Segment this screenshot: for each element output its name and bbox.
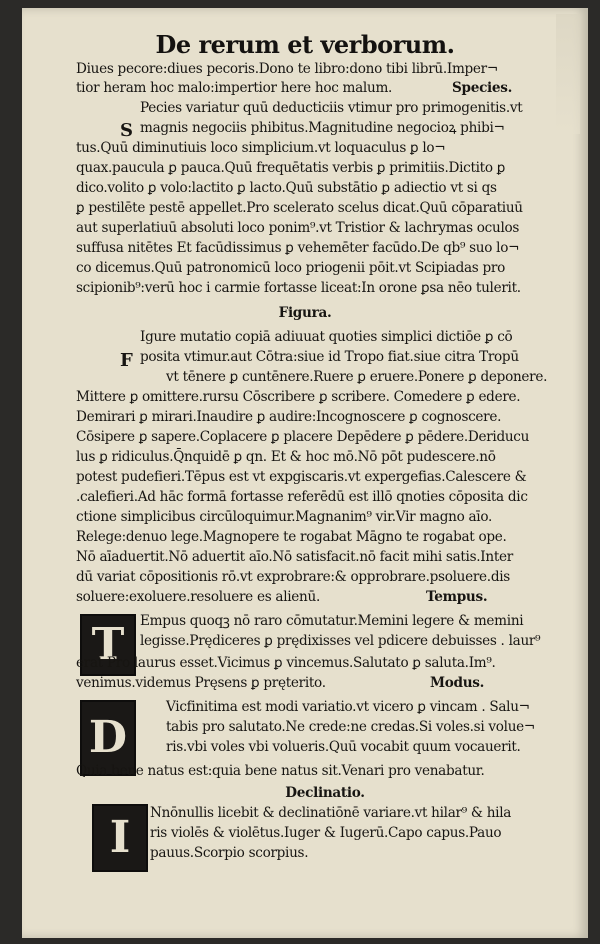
text-line: Diues pecore:diues pecoris.Dono te libro:dono tibi librū.Imper¬ (76, 61, 498, 77)
initial-letter: F (120, 350, 133, 371)
text-line: Vicfinitima est modi variatio.vt vicero ꝑ vincam . Salu¬ (166, 699, 530, 715)
text-line: lus ꝑ ridiculus.Q̄nquidē ꝑ qn. Et & hoc mō.Nō pōt pudescere.nō (76, 449, 496, 465)
document-page (22, 8, 588, 938)
decorated-initial-t: T (80, 614, 136, 676)
text-line: Quia bene natus est:quia bene natus sit.Venari pro venabatur. (76, 763, 485, 779)
text-line: Mittere ꝑ omittere.rursu Cōscribere ꝑ scribere. Comedere ꝑ edere. (76, 389, 521, 405)
text-line: Demirari ꝑ mirari.Inaudire ꝑ audire:Incognoscere ꝑ cognoscere. (76, 409, 502, 425)
text-line: dū variat cōpositionis rō.vt exprobrare:& opprobrare.psoluere.dis (76, 569, 510, 585)
text-line: venimus.videmus Pręsens ꝑ pręterito. (76, 675, 326, 691)
section-heading-modus: Modus. (430, 675, 485, 691)
text-line: ctione simplicibus circūloquimur.Magnanim⁹ vir.Vir magno aīo. (76, 509, 493, 525)
decorated-initial-d: D (80, 700, 136, 776)
text-line: quax.paucula ꝑ pauca.Quū frequētatis verbis ꝑ primitiis.Dictito ꝑ (76, 160, 506, 176)
text-line: tus.Quū diminutiuis loco simplicium.vt loquaculus ꝑ lo¬ (76, 140, 446, 156)
text-line: erat Pro laurus esset.Vicimus ꝑ vincemus.Salutato ꝑ saluta.Im⁹. (76, 655, 496, 671)
text-line: suffusa nitētes Et facūdissimus ꝑ vehemēter facūdo.De qb⁹ suo lo¬ (76, 240, 520, 256)
text-line: Igure mutatio copiā adiuuat quoties simplici dictiōe ꝑ cō (140, 329, 513, 345)
text-line: co dicemus.Quū patronomicū loco priogenii pōit.vt Scipiadas pro (76, 260, 505, 276)
section-heading-species: Species. (452, 80, 513, 96)
section-heading-figura: Figura. (278, 305, 332, 321)
text-line: aut superlatiuū absoluti loco ponim⁹.vt Tristior & lachrymas oculos (76, 220, 520, 236)
text-line: Cōsipere ꝑ sapere.Coplacere ꝑ placere Depēdere ꝑ pēdere.Deriducu (76, 429, 530, 445)
text-line: magnis negociis phibitus.Magnitudine negocioꝝ phibi¬ (140, 120, 505, 136)
text-line: tior heram hoc malo:impertior here hoc malum. (76, 80, 393, 96)
text-line: dico.volito ꝑ volo:lactito ꝑ lacto.Quū substātio ꝑ adiectio vt si qs (76, 180, 497, 196)
text-line: legisse.Prędiceres ꝑ prędixisses vel pdicere debuisses . laur⁹ (140, 633, 541, 649)
text-line: Empus quoqꝫ nō raro cōmutatur.Memini legere & memini (140, 613, 524, 629)
page-title: De rerum et verborum. (155, 30, 455, 59)
text-line: vt tēnere ꝑ cuntēnere.Ruere ꝑ eruere.Ponere ꝑ deponere. (166, 369, 548, 385)
text-line: ris violēs & violētus.Iuger & Iugerū.Capo capus.Pauo (150, 825, 502, 841)
section-heading-declinatio: Declinatio. (285, 785, 365, 801)
text-line: Pecies variatur quū deducticiis vtimur pro primogenitis.vt (140, 100, 523, 116)
section-heading-tempus: Tempus. (426, 589, 488, 605)
text-line: soluere:exoluere.resoluere es alienū. (76, 589, 320, 605)
initial-letter: S (120, 120, 133, 141)
text-line: potest pudefieri.Tēpus est vt expgiscaris.vt expergefias.Calescere & (76, 469, 527, 485)
text-line: ꝑ pestilēte pestē appellet.Pro scelerato scelus dicat.Quū cōparatiuū (76, 200, 523, 216)
text-line: pauus.Scorpio scorpius. (150, 845, 309, 861)
text-line: ris.vbi voles vbi volueris.Quū vocabit quum vocauerit. (166, 739, 521, 755)
text-line: posita vtimur.aut Cōtra:siue id Tropo fiat.siue citra Tropū (140, 349, 519, 365)
decorated-initial-i: I (92, 804, 148, 872)
text-line: .calefieri.Ad hāc formā fortasse referēdū est illō qnoties cōposita dic (76, 489, 528, 505)
text-line: Nō aīaduertit.Nō aduertit aīo.Nō satisfacit.nō facit mihi satis.Inter (76, 549, 513, 565)
text-line: Relege:denuo lege.Magnopere te rogabat Māgno te rogabat ope. (76, 529, 507, 545)
text-line: scipionib⁹:verū hoc i carmie fortasse liceat:In orone ꝑsa nēo tulerit. (76, 280, 521, 296)
text-line: tabis pro salutato.Ne crede:ne credas.Si voles.si volue¬ (166, 719, 536, 735)
text-line: Nnōnullis licebit & declinatiōnē variare.vt hilar⁹ & hila (150, 805, 512, 821)
